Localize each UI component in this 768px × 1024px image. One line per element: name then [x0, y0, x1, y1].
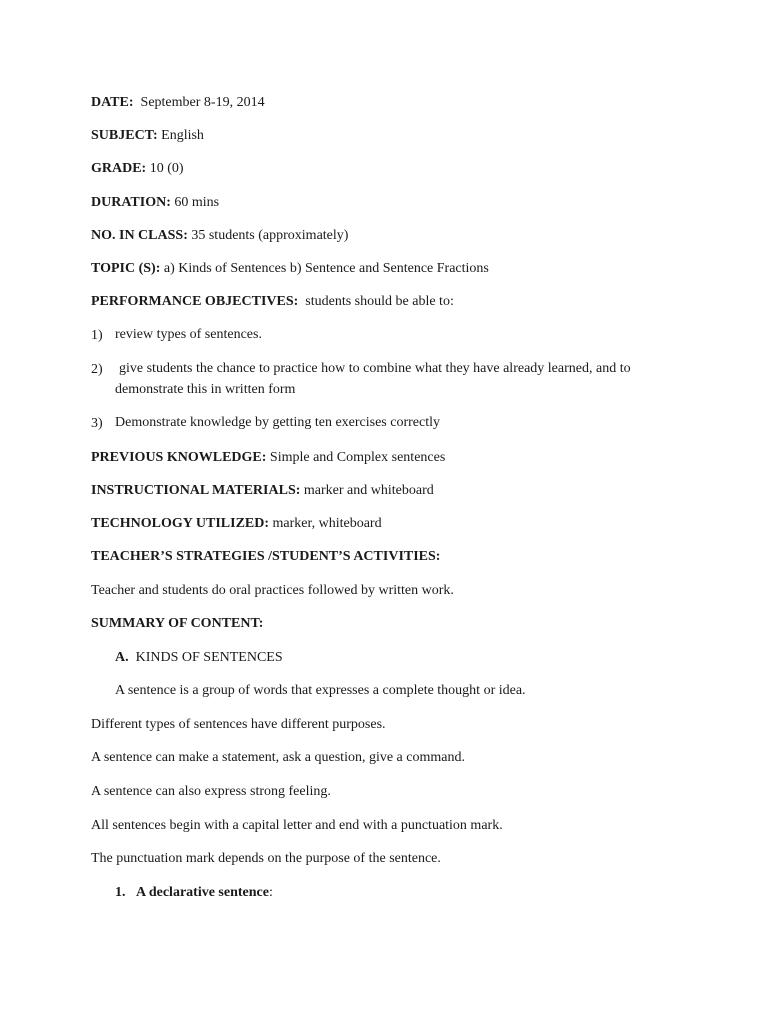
class-size-line [91, 227, 348, 244]
class-size-value: 35 students (approximately) [191, 228, 349, 243]
technology-line [91, 515, 382, 532]
declarative-number: 1. [115, 885, 126, 900]
technology-value: marker, whiteboard [272, 516, 382, 531]
materials-value: marker and whiteboard [303, 483, 434, 498]
date-line [91, 94, 265, 111]
grade-label: GRADE: [91, 161, 147, 176]
objective-1-number: 1) [91, 328, 103, 343]
materials-label: INSTRUCTIONAL MATERIALS: [91, 483, 301, 498]
declarative-title: A declarative sentence [136, 885, 269, 900]
topic-label: TOPIC (S): [91, 261, 161, 276]
strategies-text: Teacher and students do oral practices followed by written work. [91, 583, 454, 598]
duration-label: DURATION: [91, 195, 171, 210]
duration-line [91, 194, 219, 211]
technology-label: TECHNOLOGY UTILIZED: [91, 516, 270, 531]
topic-line [91, 260, 489, 277]
duration-value: 60 mins [174, 195, 220, 210]
section-a-title: KINDS OF SENTENCES [135, 650, 283, 665]
subject-value: English [161, 128, 204, 143]
objectives-line [91, 293, 454, 310]
strategies-label: TEACHER’S STRATEGIES /STUDENT’S ACTIVITIES: [91, 549, 441, 564]
objective-3-text: Demonstrate knowledge by getting ten exercises correctly [115, 415, 440, 430]
summary-heading [91, 615, 263, 632]
topic-value: a) Kinds of Sentences b) Sentence and Sentence Fractions [163, 261, 489, 276]
objectives-intro: students should be able to: [305, 294, 454, 309]
class-size-label: NO. IN CLASS: [91, 228, 188, 243]
previous-knowledge-line [91, 449, 445, 466]
section-a-letter: A. [115, 650, 129, 665]
objective-2-text-line1: give students the chance to practice how to combine what they have already learned, and to [119, 361, 631, 376]
summary-paragraph-5: All sentences begin with a capital letter and end with a punctuation mark. [91, 818, 503, 833]
summary-paragraph-1: A sentence is a group of words that expresses a complete thought or idea. [115, 683, 526, 698]
declarative-heading [115, 884, 273, 901]
summary-paragraph-4: A sentence can also express strong feeling. [91, 784, 331, 799]
strategies-heading [91, 548, 440, 565]
declarative-colon: : [268, 885, 273, 900]
summary-paragraph-2: Different types of sentences have different purposes. [91, 717, 386, 732]
objective-1-text: review types of sentences. [115, 327, 262, 342]
summary-label: SUMMARY OF CONTENT: [91, 616, 264, 631]
date-label: DATE: [91, 95, 134, 110]
objective-2-number: 2) [91, 362, 103, 377]
subject-line [91, 127, 204, 144]
summary-paragraph-3: A sentence can make a statement, ask a question, give a command. [91, 750, 465, 765]
grade-value: 10 (0) [149, 161, 184, 176]
section-a-heading [115, 649, 283, 666]
grade-line [91, 160, 184, 177]
previous-knowledge-label: PREVIOUS KNOWLEDGE: [91, 450, 267, 465]
previous-knowledge-value: Simple and Complex sentences [269, 450, 446, 465]
subject-label: SUBJECT: [91, 128, 158, 143]
objective-2-text-line2: demonstrate this in written form [115, 382, 296, 397]
date-value: September 8-19, 2014 [140, 95, 265, 110]
summary-paragraph-6: The punctuation mark depends on the purpose of the sentence. [91, 851, 441, 866]
objective-3-number: 3) [91, 416, 103, 431]
objectives-label: PERFORMANCE OBJECTIVES: [91, 294, 299, 309]
materials-line [91, 482, 434, 499]
